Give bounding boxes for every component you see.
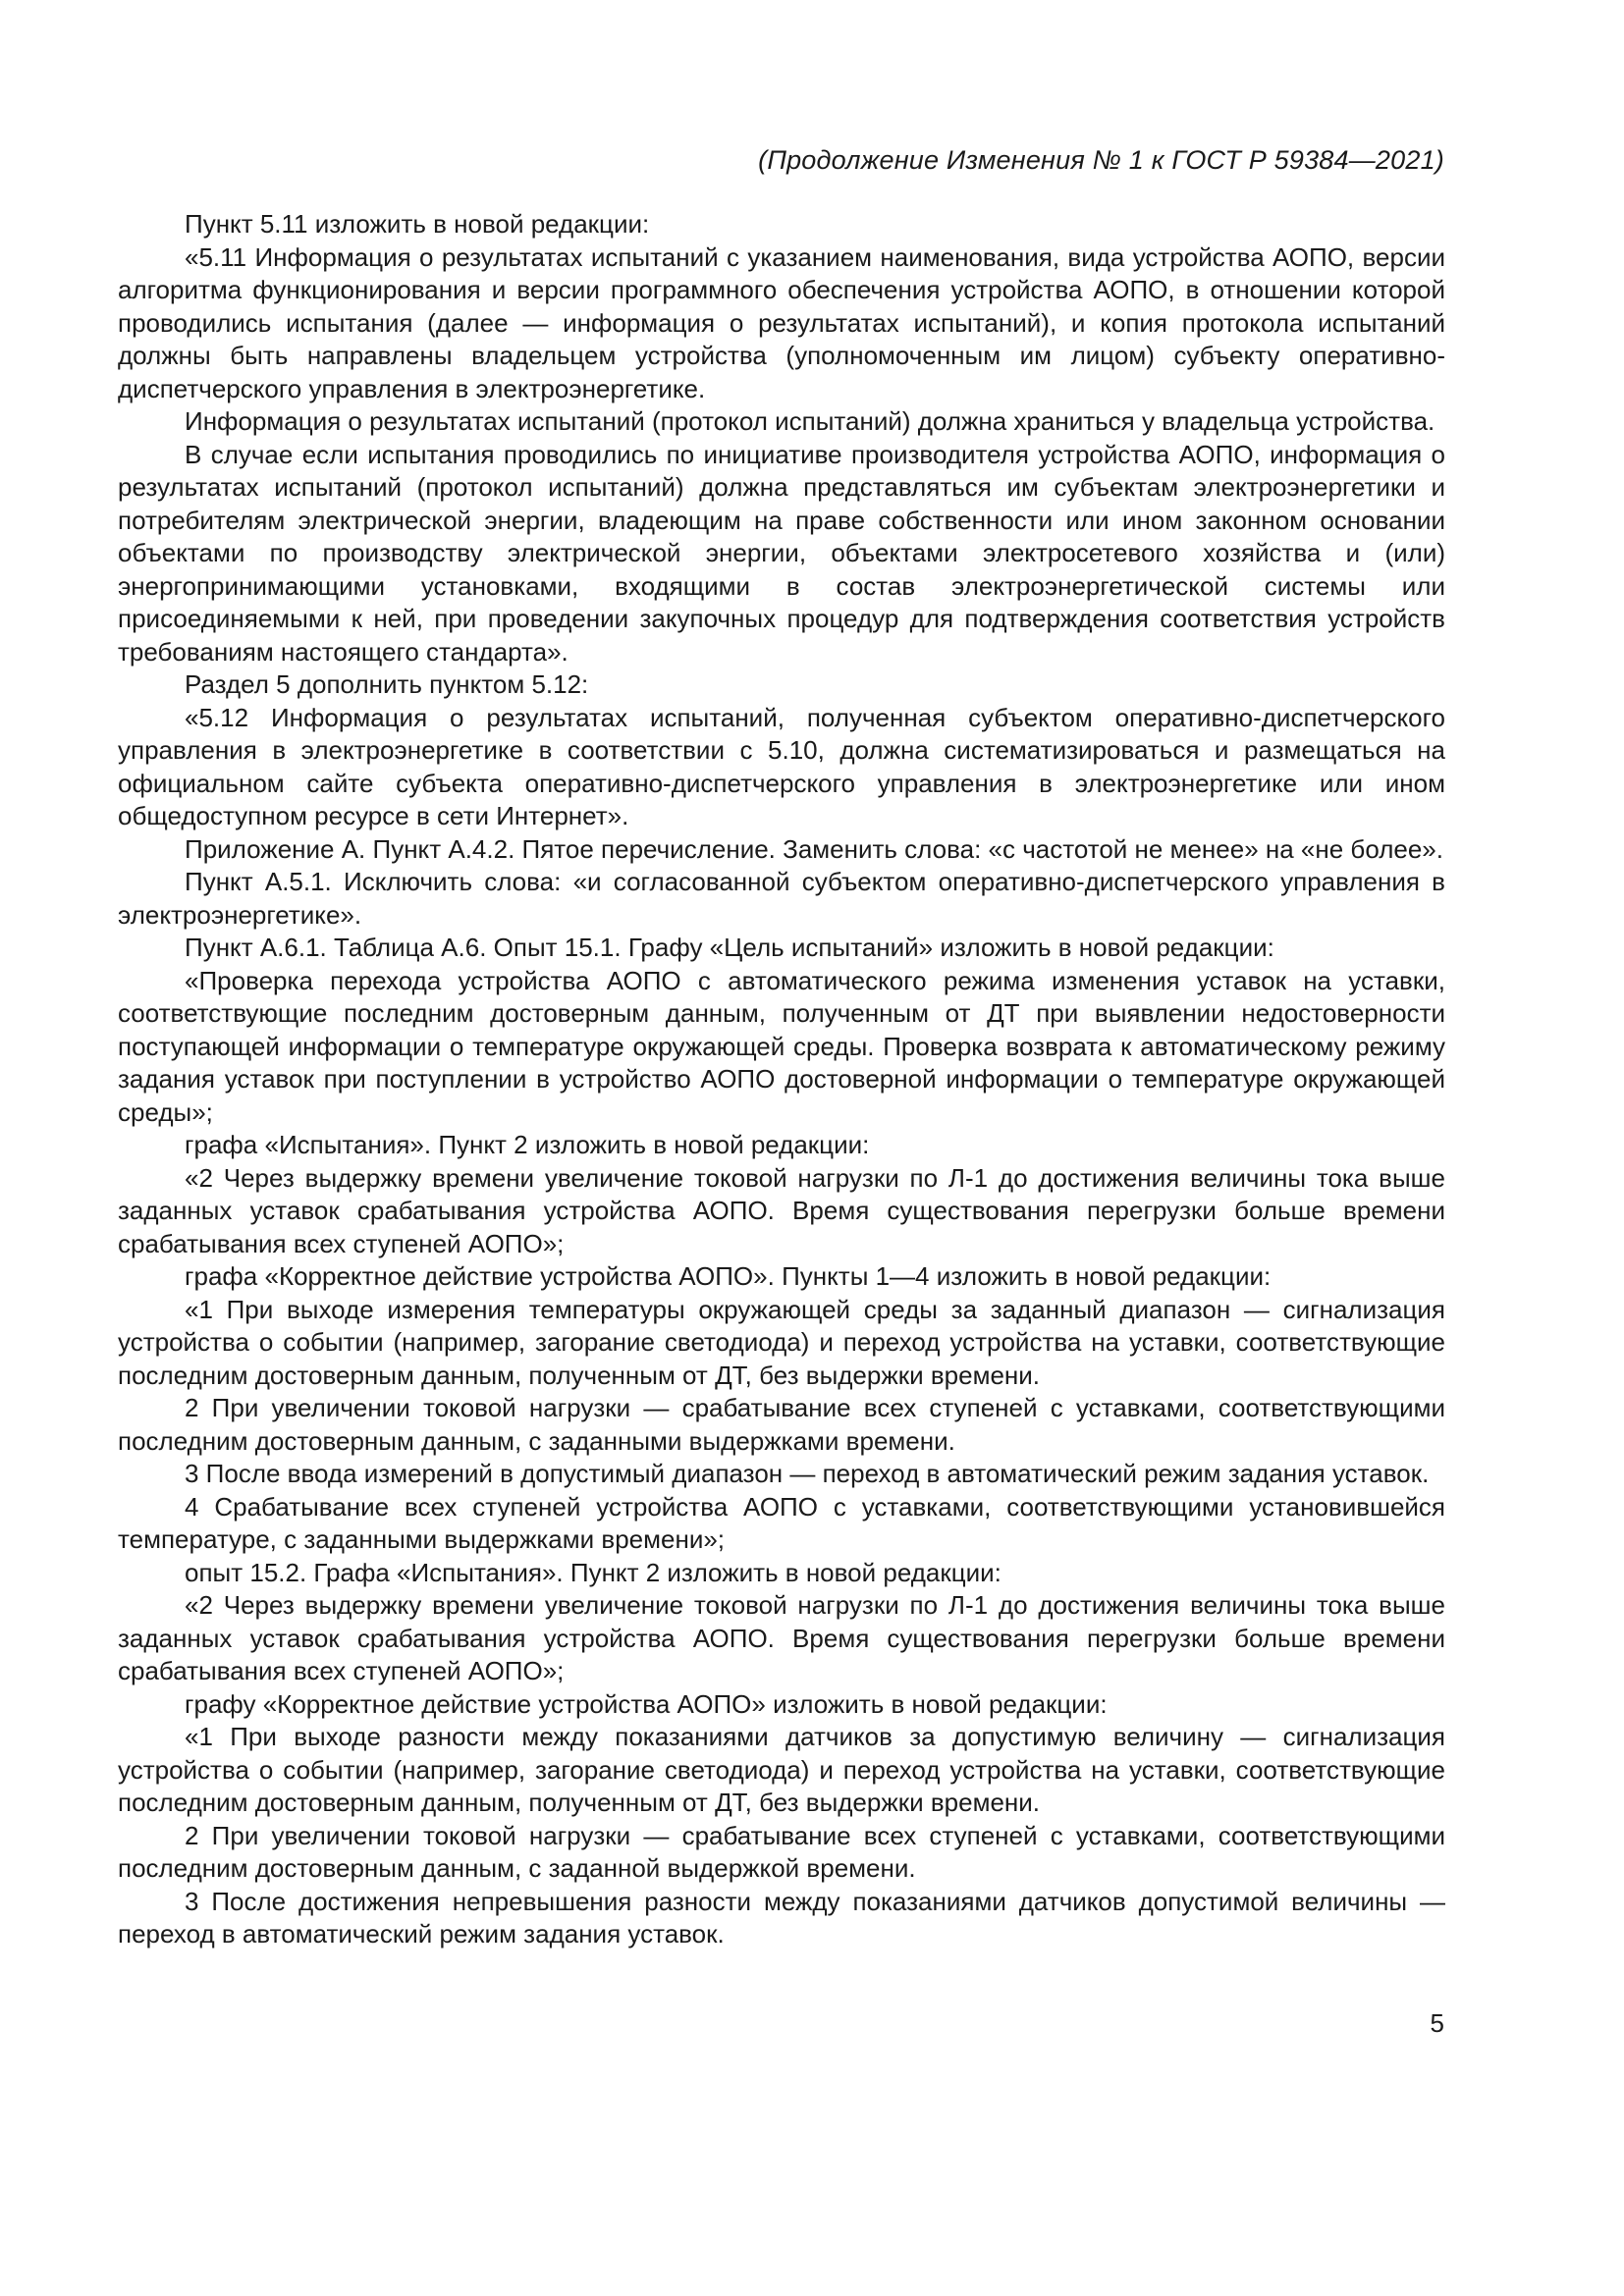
- paragraph-9: Пункт А.6.1. Таблица А.6. Опыт 15.1. Графу «Цель испытаний» изложить в новой редакции:: [185, 933, 1274, 962]
- paragraph-14: «1 При выходе измерения температуры окружающей среды за заданный диапазон — сигнализация устройства о событии (например, загорание светодиода) и переход устройства на уставки, соответствующие последним достоверным данным, полученным от ДТ, без выдержки времени.: [118, 1294, 1445, 1390]
- paragraph-2: «5.11 Информация о результатах испытаний с указанием наименования, вида устройства АОПО, версии алгоритма функционирования и версии программного обеспечения устройства АОПО, в отношении которой проводились испытания (далее — информация о результатах испытаний), и копия протокола испытаний должны быть направлены владельцем устройства (уполномоченным им лицом) субъекту оперативно-диспетчерского управления в электроэнергетике.: [118, 241, 1445, 403]
- paragraph-21: «1 При выходе разности между показаниями датчиков за допустимую величину — сигнализация устройства о событии (например, загорание светодиода) и переход устройства на уставки, соответствующие последним достоверным данным, полученным от ДТ, без выдержки времени.: [118, 1722, 1445, 1817]
- paragraph-23: 3 После достижения непревышения разности между показаниями датчиков допустимой величины — переход в автоматический режим задания уставок.: [118, 1886, 1445, 1949]
- paragraph-12: «2 Через выдержку времени увеличение токовой нагрузки по Л-1 до достижения величины тока выше заданных уставок срабатывания устройства АОПО. Время существования перегрузки больше времени срабатывания всех ступеней АОПО»;: [118, 1162, 1445, 1258]
- paragraph-3: Информация о результатах испытаний (протокол испытаний) должна храниться у владельца устройства.: [185, 406, 1435, 436]
- paragraph-16: 3 После ввода измерений в допустимый диапазон — переход в автоматический режим задания уставок.: [185, 1459, 1430, 1488]
- page-number: 5: [1430, 2008, 1444, 2038]
- paragraph-10: «Проверка перехода устройства АОПО с автоматического режима изменения уставок на уставки, соответствующие последним достоверным данным, полученным от ДТ при выявлении недостоверности поступающей информации о температуре окружающей среды. Проверка возврата к автоматическому режиму задания уставок при поступлении в устройство АОПО достоверной информации о температуре окружающей среды»;: [118, 965, 1445, 1127]
- document-continuation-header: (Продолжение Изменения № 1 к ГОСТ Р 59384—2021): [758, 145, 1444, 175]
- paragraph-11: графа «Испытания». Пункт 2 изложить в новой редакции:: [185, 1130, 870, 1159]
- paragraph-13: графа «Корректное действие устройства АОПО». Пункты 1—4 изложить в новой редакции:: [185, 1261, 1272, 1291]
- paragraph-15: 2 При увеличении токовой нагрузки — срабатывание всех ступеней с уставками, соответствующими последним достоверным данным, с заданными выдержками времени.: [118, 1393, 1445, 1456]
- paragraph-17: 4 Срабатывание всех ступеней устройства АОПО с уставками, соответствующими установившейся температуре, с заданными выдержками времени»;: [118, 1491, 1445, 1554]
- paragraph-4: В случае если испытания проводились по инициативе производителя устройства АОПО, информация о результатах испытаний (протокол испытаний) должна представляться им субъектам электроэнергетики и потребителям электрической энергии, владеющим на праве собственности или ином законном основании объектами по производству электрической энергии, объектами электросетевого хозяйства и (или) энергопринимающими установками, входящими в состав электроэнергетической системы или присоединяемыми к ней, при проведении закупочных процедур для подтверждения соответствия устройств требованиям настоящего стандарта».: [118, 439, 1445, 667]
- paragraph-6: «5.12 Информация о результатах испытаний, полученная субъектом оперативно-диспетчерского управления в электроэнергетике в соответствии с 5.10, должна систематизироваться и размещаться на официальном сайте субъекта оперативно-диспетчерского управления в электроэнергетике или ином общедоступном ресурсе в сети Интернет».: [118, 702, 1445, 830]
- paragraph-5: Раздел 5 дополнить пунктом 5.12:: [185, 669, 589, 699]
- paragraph-22: 2 При увеличении токовой нагрузки — срабатывание всех ступеней с уставками, соответствующими последним достоверным данным, с заданной выдержкой времени.: [118, 1820, 1445, 1883]
- paragraph-19: «2 Через выдержку времени увеличение токовой нагрузки по Л-1 до достижения величины тока выше заданных уставок срабатывания устройства АОПО. Время существования перегрузки больше времени срабатывания всех ступеней АОПО»;: [118, 1590, 1445, 1685]
- paragraph-7: Приложение А. Пункт А.4.2. Пятое перечисление. Заменить слова: «с частотой не менее» на «не более».: [185, 833, 1443, 864]
- paragraph-20: графу «Корректное действие устройства АОПО» изложить в новой редакции:: [185, 1688, 1108, 1719]
- paragraph-8: Пункт А.5.1. Исключить слова: «и согласованной субъектом оперативно-диспетчерского управления в электроэнергетике».: [118, 867, 1445, 930]
- paragraph-1: Пункт 5.11 изложить в новой редакции:: [185, 209, 650, 239]
- document-body: [118, 208, 1445, 1951]
- paragraph-18: опыт 15.2. Графа «Испытания». Пункт 2 изложить в новой редакции:: [185, 1557, 1001, 1587]
